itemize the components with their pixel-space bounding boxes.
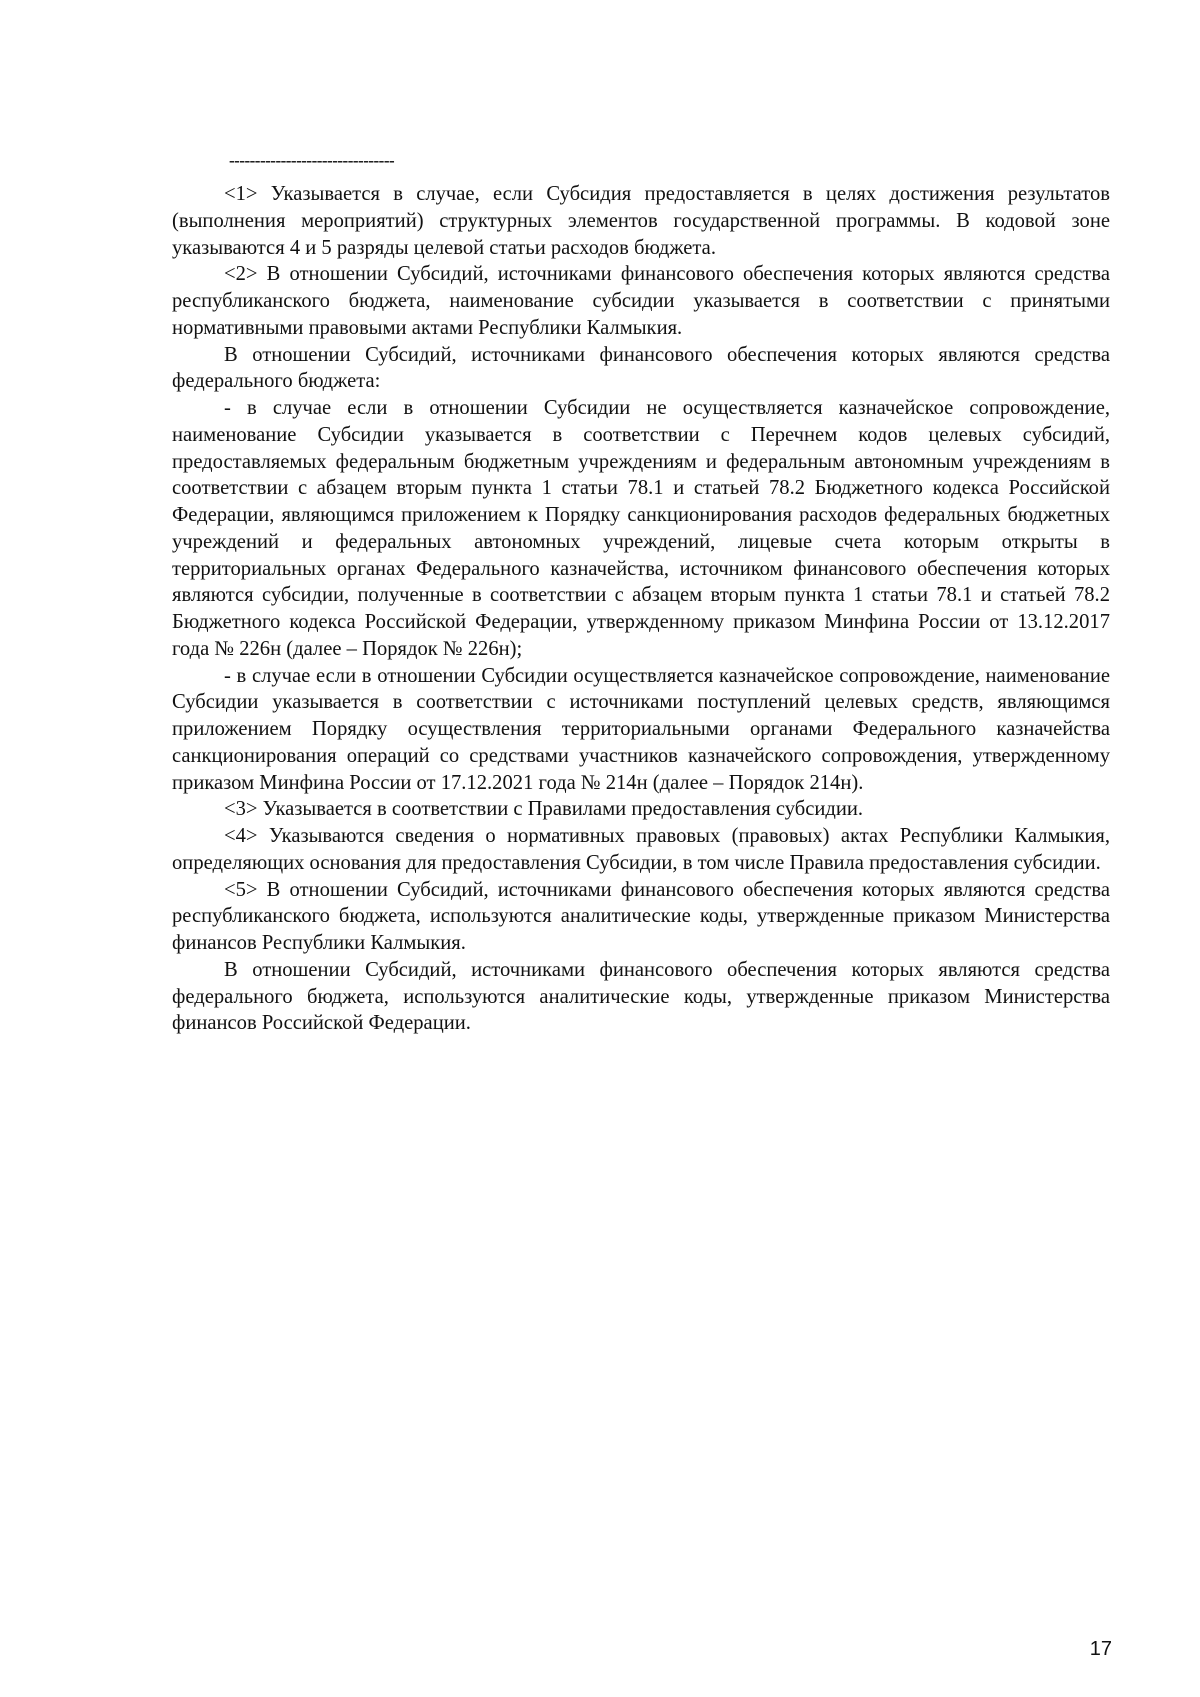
footnote-2: <2> В отношении Субсидий, источниками финансового обеспечения которых являются средства республиканского бюджета, наименование субсидии указывается в соответствии с принятыми нормативными правовыми актами Республики Калмыкия. (172, 263, 1110, 339)
footnote-4: <4> Указываются сведения о нормативных правовых (правовых) актах Республики Калмыкия, определяющих основания для предоставления Субсидии, в том числе Правила предоставления субсидии. (172, 825, 1110, 874)
footnote-2-case-treasury-support: - в случае если в отношении Субсидии осуществляется казначейское сопровождение, наименование Субсидии указывается в соответствии с источниками поступлений целевых средств, являющимся приложением Порядку осуществления территориальными органами Федерального казначейства санкционирования операций со средствами участников казначейского сопровождения, утвержденному приказом Минфина России от 17.12.2021 года № 214н (далее – Порядок 214н). (172, 664, 1110, 794)
page-number: 17 (1089, 1638, 1112, 1660)
footnote-5-federal: В отношении Субсидий, источниками финансового обеспечения которых являются средства федерального бюджета, используются аналитические коды, утвержденные приказом Министерства финансов Российской Федерации. (172, 958, 1110, 1035)
footnote-3: <3> Указывается в соответствии с Правилами предоставления субсидии. (224, 798, 864, 821)
footnote-5: <5> В отношении Субсидий, источниками финансового обеспечения которых являются средства республиканского бюджета, используются аналитические коды, утвержденные приказом Министерства финансов Республики Калмыкия. (172, 878, 1110, 954)
footnotes-block (172, 181, 1110, 1037)
footnote-2-case-no-treasury-support: - в случае если в отношении Субсидии не осуществляется казначейское сопровождение, наименование Субсидии указывается в соответствии с Перечнем кодов целевых субсидий, предоставляемых федеральным бюджетным учреждениям и федеральным автономным учреждениям в соответствии с абзацем вторым пункта 1 статьи 78.1 и статьей 78.2 Бюджетного кодекса Российской Федерации, являющимся приложением к Порядку санкционирования расходов федеральных бюджетных учреждений и федеральных автономных учреждений, лицевые счета которым открыты в территориальных органах Федерального казначейства, источником финансового обеспечения которых являются субсидии, полученные в соответствии с абзацем вторым пункта 1 статьи 78.1 и статьей 78.2 Бюджетного кодекса Российской Федерации, утвержденному приказом Минфина России от 13.12.2017 года № 226н (далее – Порядок № 226н); (172, 397, 1110, 660)
footnote-1: <1> Указывается в случае, если Субсидия предоставляется в целях достижения результатов (выполнения мероприятий) структурных элементов государственной программы. В кодовой зоне указываются 4 и 5 разряды целевой статьи расходов бюджета. (172, 183, 1110, 259)
footnote-separator: -------------------------------- (229, 151, 395, 170)
footnote-2-federal-intro: В отношении Субсидий, источниками финансового обеспечения которых являются средства федерального бюджета: (172, 343, 1110, 393)
